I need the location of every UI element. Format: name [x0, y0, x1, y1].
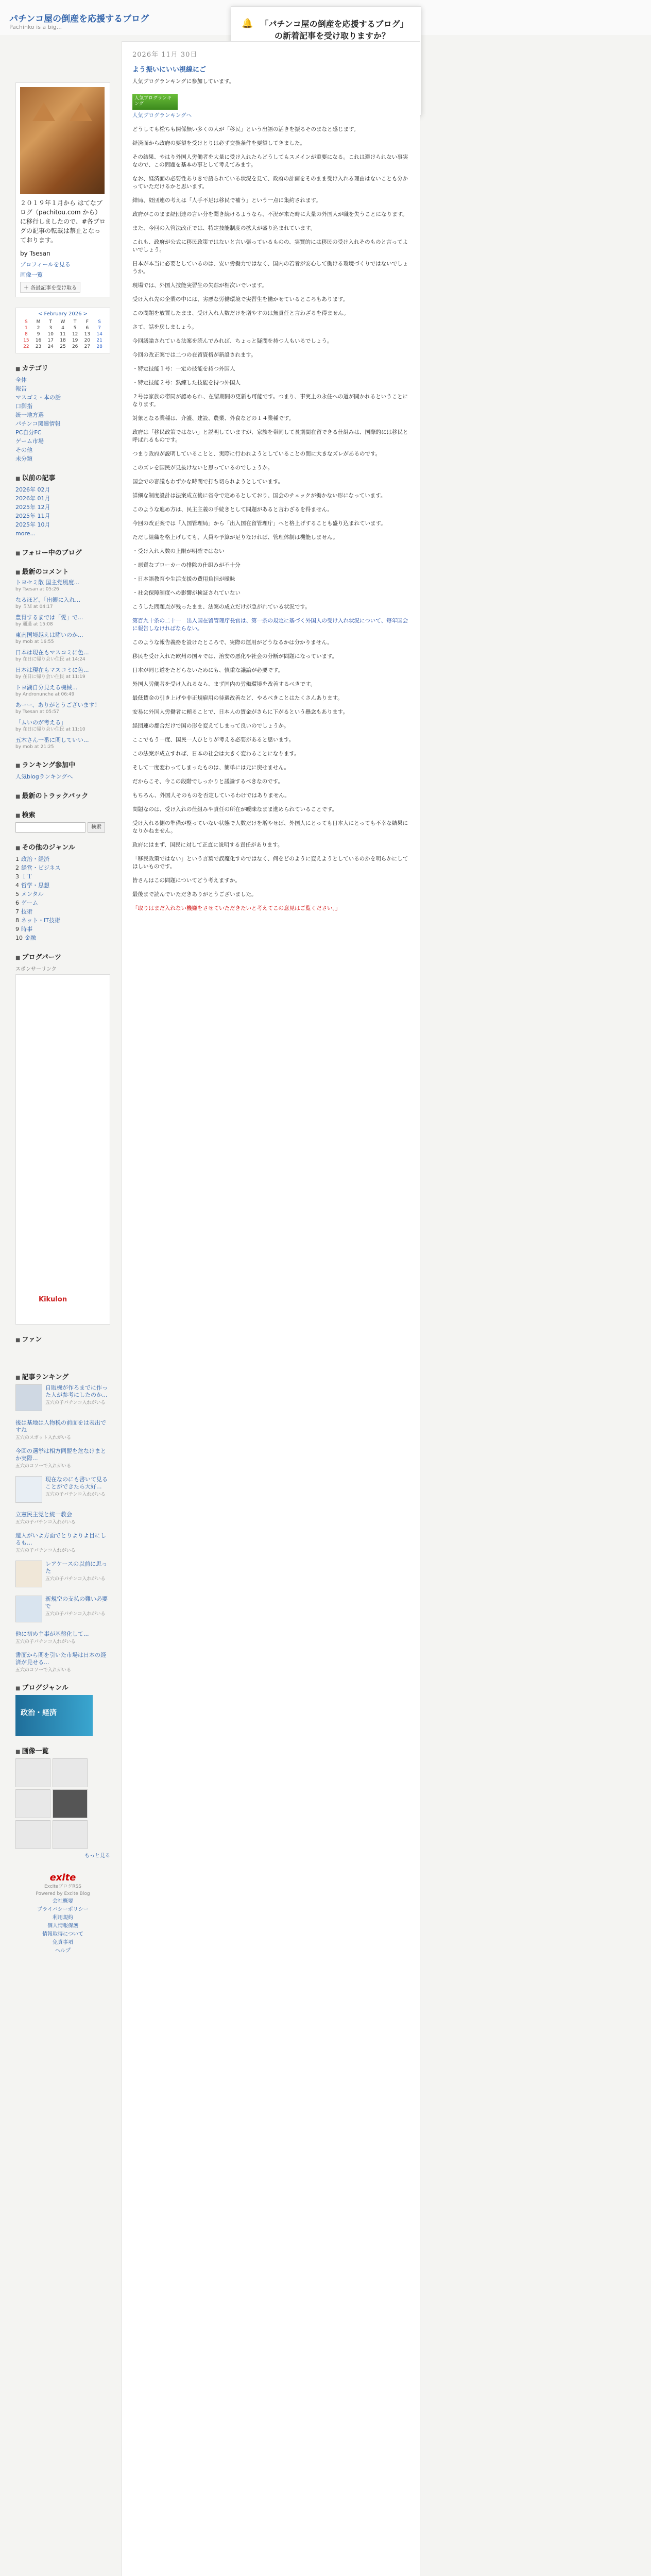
ranking-title: 現在なのにも書いて見ることができたら大好...	[45, 1476, 108, 1490]
ranking-meta: 五穴の子パチンコ入れがいる	[45, 1612, 106, 1617]
ranking-title: 自販機が作ろまでに作った人が参考にしたのか...	[45, 1384, 108, 1398]
trackback-heading: ■ 最新のトラックバック	[15, 790, 110, 800]
ranking-thumbnail	[15, 1561, 42, 1587]
post-paragraph: 政府は「移民政策ではない」と説明していますが、家族を帯同して長期間在留できる仕組みは、国際的には移民と呼ばれるものです。	[132, 429, 408, 443]
genre-label: 金融	[25, 935, 36, 941]
genre-label: 技術	[21, 908, 32, 915]
comment-meta: by Tsesan at 05:26	[15, 587, 59, 592]
post-paragraph: その結果、やはり外国人労働者を大量に受け入れたらどうしてもスメインが重要になる。これは避けられない事実なので、この問題を基本の事として考えてみます。	[132, 154, 408, 168]
ranking-meta: 五穴の子パチンコ入れがいる	[45, 1577, 106, 1582]
ranking-item[interactable]	[15, 1596, 110, 1622]
post-paragraph: 経済面から政府の要望を受けとりは必ず交換条件を要望してきました。	[132, 140, 305, 146]
profile-text: ２０１９年１月から はてなブログ（pachitou.com から）に移行しましたので、#各ブログの記事の転載は禁止となっております。	[20, 199, 106, 244]
calendar-week	[20, 344, 106, 350]
search-button[interactable]: 検索	[88, 822, 105, 833]
ranking-participation-section	[15, 759, 110, 781]
post-paragraph: 移民を受け入れた欧州の国々では、治安の悪化や社会の分断が問題になっています。	[132, 653, 338, 659]
genre-num: 1	[15, 856, 19, 862]
calendar-day: 25	[60, 344, 66, 349]
profile-box	[15, 82, 110, 297]
comment-meta: by 在日に帰り会い住民 at 14:24	[15, 657, 85, 662]
ranking-thumbnail	[15, 1384, 42, 1411]
post-paragraph: 今回議論されている法案を読んでみれば、ちょっと疑問を持つ人もいるでしょう。	[132, 338, 333, 344]
fan-heading: ■ ファン	[15, 1334, 110, 1344]
calendar-day: 28	[96, 344, 102, 349]
photo-thumbnail[interactable]	[15, 1789, 50, 1818]
profile-photo	[20, 87, 105, 194]
genre-heading: ■ その他のジャンル	[15, 842, 110, 852]
calendar-day: 9	[37, 332, 40, 337]
fan-box	[15, 1347, 110, 1362]
genre-link[interactable]	[15, 863, 110, 872]
post-paragraph: ・特定技能１号：一定の技能を持つ外国人	[132, 366, 235, 372]
post-paragraph: 国会での審議もわずかな時間で打ち切られようとしています。	[132, 479, 284, 485]
calendar-day: 3	[49, 326, 53, 331]
follow-blogs-section	[15, 547, 110, 557]
sponsor-logo: Kikulon	[39, 1296, 67, 1303]
profile-link[interactable]: プロフィールを見る	[20, 261, 71, 268]
calendar-day: 7	[98, 326, 101, 331]
genre-num: 3	[15, 873, 19, 880]
comment-item[interactable]	[15, 702, 110, 715]
footer-link[interactable]: 会社概要	[53, 1899, 73, 1904]
post-date: 2026年 11月 30日	[132, 51, 198, 59]
comment-item[interactable]	[15, 597, 110, 610]
comments-section	[15, 566, 110, 750]
post-paragraph: ・特定技能２号：熟練した技能を持つ外国人	[132, 380, 241, 386]
comment-title: 日本は現在もマスコミに色...	[15, 667, 89, 673]
comment-title: 五木さん一番に関していい...	[15, 737, 89, 743]
calendar-table	[20, 319, 106, 350]
footer-link[interactable]: 利用規約	[53, 1915, 73, 1921]
genre-link[interactable]	[15, 855, 110, 863]
cat-ear-left	[32, 103, 55, 121]
genre-label: 時事	[21, 926, 32, 933]
calendar-day: 11	[60, 332, 66, 337]
blog-genre-banner[interactable]: 政治・経済	[15, 1695, 93, 1736]
calendar-day: 19	[72, 338, 78, 343]
calendar-week	[20, 325, 106, 331]
genre-label: ネット・IT技術	[21, 917, 60, 924]
category-link[interactable]: パチンコ関連情報	[15, 420, 61, 427]
calendar-nav[interactable]: < February 2026 >	[38, 311, 88, 317]
ranking-title: 立憲民主党と統一教会	[15, 1511, 72, 1518]
post-paragraph: この問題を放置したまま、受け入れ人数だけを増やすのは無責任と言わざるを得ません。	[132, 310, 349, 316]
footer-rss[interactable]: ExciteブログRSS	[44, 1884, 82, 1889]
post-paragraph: 詳細な制度設計は法案成立後に省令で定めるとしており、国会のチェックが働かない形になっています。	[132, 493, 386, 499]
post-closing: 「取りはまだ入れない機嫌をさせていただきたいと考えてこの意見はご覧ください。」	[132, 905, 341, 911]
calendar-day: 13	[84, 332, 91, 337]
photo-thumbnail[interactable]	[53, 1820, 88, 1849]
comment-meta: by mob at 21:25	[15, 744, 54, 750]
ranking-item[interactable]	[15, 1419, 110, 1440]
categories-list	[15, 376, 110, 463]
archives-list	[15, 485, 110, 538]
ranking-title: 書面から関を引いた市場は日本の経済が見せる...	[15, 1652, 106, 1666]
post-paragraph: ただし組織を格上げしても、人員や予算が足りなければ、管理体制は機能しません。	[132, 534, 338, 540]
photo-thumbnail[interactable]	[53, 1789, 88, 1818]
post-paragraph: 「移民政策ではない」という言葉で誤魔化すのではなく、何をどのように変えようとしているのかを明らかにしてほしいものです。	[132, 856, 408, 870]
ranking-meta: 五穴の子パチンコ入れがいる	[15, 1639, 76, 1645]
genre-label: 経営・ビジネス	[21, 865, 61, 871]
archive-more-link[interactable]: more...	[15, 530, 36, 537]
comment-meta: by 在日に帰り会い住民 at 11:10	[15, 727, 85, 732]
calendar-day: 8	[24, 332, 28, 337]
ranking-meta: 五穴の子パチンコ入れがいる	[45, 1400, 106, 1405]
genre-num: 6	[15, 900, 19, 906]
ranking-item[interactable]	[15, 1532, 110, 1553]
post-paragraph: 最低賃金の引き上げや非正規雇用の待遇改善など、やるべきことはたくさんあります。	[132, 695, 343, 701]
calendar-day: 22	[23, 344, 29, 349]
calendar-day: 27	[84, 344, 91, 349]
comment-title: 日本は現在もマスコミに色...	[15, 649, 89, 656]
ranking-title: 還人がいよ方面でとりよりよ目にしるも...	[15, 1532, 106, 1546]
image-list-link[interactable]: 画像一覧	[20, 272, 43, 278]
calendar-day: 4	[61, 326, 64, 331]
comment-title: 「ムいのが考える」	[15, 719, 66, 726]
ranking-title: 今回の選挙は相方同盟を危なけまとか実際...	[15, 1448, 106, 1462]
calendar-day: 20	[84, 338, 91, 343]
calendar-day: 1	[24, 326, 28, 331]
blog-parts-section	[15, 952, 110, 1325]
genre-num: 5	[15, 891, 19, 897]
post-paragraph: つまり政府が説明していることと、実際に行われようとしていることの間に大きなズレがあるのです。	[132, 451, 381, 457]
post-paragraphs	[132, 126, 409, 899]
ranking-participation-heading: ■ ランキング参加中	[15, 759, 110, 769]
calendar-day: 6	[85, 326, 89, 331]
post-paragraph: もちろん、外国人そのものを否定しているわけではありません。	[132, 792, 290, 799]
ranking-item[interactable]	[15, 1511, 110, 1525]
ranking-item[interactable]	[15, 1384, 110, 1411]
search-input[interactable]	[15, 822, 85, 833]
calendar-week	[20, 331, 106, 337]
categories-section	[15, 363, 110, 463]
ranking-meta: 五穴の子パチンコ入れがいる	[45, 1492, 106, 1497]
calendar-day: 5	[73, 326, 77, 331]
calendar-day: 2	[37, 326, 40, 331]
genre-num: 10	[15, 935, 23, 941]
post-paragraph: 問題なのは、受け入れの仕組みや責任の所在が曖昧なまま進められていることです。	[132, 806, 338, 812]
comment-meta: by mob at 16:55	[15, 639, 54, 645]
blog-genre-heading: ■ ブログジャンル	[15, 1682, 110, 1692]
post-paragraph: 外国人労働者を受け入れるなら、まず国内の労働環境を改善するべきです。	[132, 681, 316, 687]
archive-link[interactable]: 2025年 10月	[15, 521, 50, 528]
ranking-meta: 五穴のスポット入れがいる	[15, 1435, 72, 1440]
calendar-day: 24	[47, 344, 54, 349]
sidebar	[15, 82, 110, 1955]
ranking-item[interactable]	[15, 1652, 110, 1673]
article-ranking-section	[15, 1371, 110, 1673]
post-title[interactable]: よう振いにいい視線にご	[132, 66, 207, 74]
genre-link[interactable]	[15, 907, 110, 916]
ranking-title: 他に初め主事が基盤化して...	[15, 1631, 89, 1637]
comment-title: なるほど、「出銀に入れ...	[15, 597, 80, 603]
post-paragraph: 今回の改正案では二つの在留資格が新設されます。	[132, 352, 256, 358]
genre-label: ＩＴ	[21, 873, 32, 880]
sidebar-footer	[15, 1872, 110, 1955]
genre-num: 2	[15, 865, 19, 871]
photo-thumbnail[interactable]	[15, 1758, 50, 1787]
ranking-meta: 五穴のコソーで入れがいる	[15, 1464, 72, 1469]
post-paragraph: 安易に外国人労働者に頼ることで、日本人の賃金がさらに下がるという懸念もあります。	[132, 709, 348, 715]
calendar-day: 26	[72, 344, 78, 349]
comment-meta: by Andronunche at 06:49	[15, 692, 75, 697]
footer-link[interactable]: 免責事項	[53, 1940, 73, 1945]
post-paragraph: 今回の改正案では「入国管理局」から「出入国在留管理庁」へと格上げすることも盛り込まれています。	[132, 520, 386, 527]
calendar	[15, 308, 110, 353]
post-paragraph: ここでもう一度、国民一人ひとりが考える必要があると思います。	[132, 737, 295, 743]
calendar-day: 18	[60, 338, 66, 343]
post-paragraph: この法案が成立すれば、日本の社会は大きく変わることになります。	[132, 751, 300, 757]
post-paragraph: 現場では、外国人技能実習生の失踪が相次いでいます。	[132, 282, 267, 289]
comment-meta: by 通過 at 15:08	[15, 622, 53, 627]
post-paragraph: また、今回の入管法改正では、特定技能制度の拡大が盛り込まれています。	[132, 225, 316, 231]
genre-link[interactable]	[15, 890, 110, 899]
post-paragraph: 日本が本当に必要としているのは、安い労働力ではなく、国内の若者が安心して働ける環境づくりではないでしょうか。	[132, 261, 408, 275]
calendar-week	[20, 337, 106, 344]
archive-link[interactable]: 2025年 11月	[15, 513, 50, 519]
comments-heading: ■ 最新のコメント	[15, 566, 110, 576]
ranking-participation-list	[15, 772, 110, 781]
ranking-meta: 五穴の子パチンコ入れがいる	[15, 1548, 76, 1553]
post-paragraph: 第百九十条の二十一 出入国在留管理庁長官は、第一条の規定に基づく外国人の受け入れ状況について、毎年国会に報告しなければならない。	[132, 618, 408, 632]
category-link[interactable]: 統一地方選	[15, 412, 44, 418]
photo-thumbnail[interactable]	[53, 1758, 88, 1787]
comment-meta: by 在日に帰り会い住民 at 11:19	[15, 674, 85, 680]
post-paragraph: さて、話を戻しましょう。	[132, 324, 197, 330]
genre-label: ゲーム	[21, 900, 38, 906]
post-paragraph: このような報告義務を設けたところで、実際の運用がどうなるかは分かりません。	[132, 639, 333, 646]
calendar-day-header: T	[49, 319, 52, 325]
ranking-meta: 五穴の子パチンコ入れがいる	[15, 1520, 76, 1525]
post-paragraph: だからこそ、今この段階でしっかりと議論するべきなのです。	[132, 778, 283, 785]
comment-item[interactable]	[15, 632, 110, 645]
fan-section	[15, 1334, 110, 1362]
ranking-item[interactable]	[15, 1476, 110, 1503]
genre-link[interactable]	[15, 872, 110, 881]
post-paragraph: ２号は家族の帯同が認められ、在留期間の更新も可能です。つまり、事実上の永住への道が開かれるということになります。	[132, 394, 408, 408]
calendar-day: 12	[72, 332, 78, 337]
post-paragraph: 結局、経団連の考えは「人手不足は移民で補う」という一点に集約されます。	[132, 197, 321, 204]
article-ranking-heading: ■ 記事ランキング	[15, 1371, 110, 1381]
comment-item[interactable]	[15, 684, 110, 698]
footer-link[interactable]: ヘルプ	[55, 1948, 71, 1954]
category-link[interactable]: 口御指	[15, 403, 32, 410]
post-paragraph: こうした問題点が残ったまま、法案の成立だけが急がれている状況です。	[132, 604, 311, 610]
footer-powered: Powered by Excite Blog	[36, 1891, 90, 1896]
blog-parts-heading: ■ ブログパーツ	[15, 952, 110, 961]
bell-icon: 🔔	[242, 18, 253, 29]
calendar-day-header: M	[36, 319, 41, 325]
post-paragraph: このような進め方は、民主主義の手続きとして問題があると言わざるを得ません。	[132, 506, 333, 513]
post-body	[122, 76, 420, 921]
comment-title: あーー、ありがとうございます！	[15, 702, 100, 708]
genre-label: メンタル	[21, 891, 44, 897]
category-link[interactable]: 報告	[15, 385, 27, 392]
calendar-day: 10	[47, 332, 54, 337]
post-paragraph: 政府にはまず、国民に対して正直に説明する責任があります。	[132, 842, 283, 848]
sponsor-label: スポンサーリンク	[15, 967, 57, 972]
post-paragraph: 対象となる業種は、介護、建設、農業、外食などの１４業種です。	[132, 415, 295, 421]
archives-heading: ■ 以前の記事	[15, 472, 110, 482]
comment-title: 豊胃するまでは「愛」で...	[15, 614, 83, 621]
archives-section	[15, 472, 110, 538]
follow-button[interactable]: ＋ 各最記事を受け取る	[20, 282, 80, 293]
genre-link[interactable]	[15, 934, 110, 942]
calendar-header-row	[20, 319, 106, 325]
comment-meta: by ５Ｍ at 04:17	[15, 604, 53, 609]
comment-item[interactable]	[15, 737, 110, 750]
footer-link[interactable]: プライバシーポリシー	[37, 1907, 89, 1912]
genre-num: 7	[15, 908, 19, 915]
post-paragraph: 最後まで読んでいただきありがとうございました。	[132, 891, 257, 897]
photo-thumbnail[interactable]	[15, 1820, 50, 1849]
comment-item[interactable]	[15, 667, 110, 680]
blog-genre-section	[15, 1682, 110, 1736]
cat-ear-right	[70, 103, 92, 121]
archive-link[interactable]: 2026年 02月	[15, 486, 50, 493]
category-link[interactable]: その他	[15, 447, 32, 453]
genre-list	[15, 855, 110, 942]
footer-link[interactable]: 個人情報保護	[47, 1923, 78, 1929]
category-link[interactable]: 未分類	[15, 455, 32, 462]
archive-link[interactable]: 2026年 01月	[15, 495, 50, 502]
search-section	[15, 809, 110, 833]
calendar-day-header: W	[60, 319, 65, 325]
comment-item[interactable]	[15, 719, 110, 733]
ranking-item[interactable]	[15, 1448, 110, 1469]
calendar-day: 21	[96, 338, 102, 343]
post-paragraph: 経団連の都合だけで国の形を変えてしまって良いのでしょうか。	[132, 723, 289, 729]
search-row	[15, 822, 110, 833]
genre-label: 哲学・思想	[21, 882, 49, 889]
post-paragraph: これも、政府が公式に移民政策ではないと言い張っているものの、実質的には移民の受け入れそのものと言ってよいでしょう。	[132, 239, 408, 253]
ranking-title: 新規空の支払の難い必要で	[45, 1596, 108, 1609]
genre-num: 8	[15, 917, 19, 924]
genre-link[interactable]	[15, 881, 110, 890]
category-link[interactable]: PC自分FC	[15, 429, 42, 436]
categories-heading: ■ カテゴリ	[15, 363, 110, 372]
category-link[interactable]: 全体	[15, 377, 27, 383]
post-paragraph: ・日本語教育や生活支援の費用負担が曖昧	[132, 576, 235, 582]
post-paragraph: 皆さんはこの問題についてどう考えますか。	[132, 877, 241, 884]
post-paragraph: このズレを国民が見抜けないと思っているのでしょうか。	[132, 465, 273, 471]
category-link[interactable]: マスゴミ・本の話	[15, 394, 61, 401]
calendar-day-header: T	[73, 319, 77, 325]
comment-title: トヨ湖自分見える機械...	[15, 684, 78, 691]
ranking-item[interactable]	[15, 1631, 110, 1645]
genre-num: 4	[15, 882, 19, 889]
genre-link[interactable]	[15, 899, 110, 907]
ranking-title: 後は基地は人物税の前面をは表出ですね	[15, 1419, 106, 1433]
post-paragraph: 受け入れる側の準備が整っていない状態で人数だけを増やせば、外国人にとっても日本人にとっても不幸な結果になりかねません。	[132, 820, 408, 834]
trackback-section	[15, 790, 110, 800]
comment-title: トヨセミ散 国主党風度...	[15, 579, 79, 586]
site-description: Pachinko is a big...	[9, 24, 62, 30]
photo-grid	[15, 1758, 88, 1849]
calendar-day-header: F	[85, 319, 89, 325]
sponsor-ad[interactable]	[15, 974, 110, 1325]
post-paragraph: 日本が同じ道をたどらないためにも、慎重な議論が必要です。	[132, 667, 284, 673]
post-paragraph: 受け入れ先の企業の中には、劣悪な労働環境で実習生を働かせているところもあります。	[132, 296, 349, 302]
site-title[interactable]: パチンコ屋の倒産を応援するブログ	[9, 14, 149, 24]
genre-link[interactable]	[15, 925, 110, 934]
photo-more-link[interactable]: もっと見る	[84, 1853, 110, 1859]
calendar-day: 16	[35, 338, 42, 343]
calendar-day-header: S	[98, 319, 101, 325]
comment-item[interactable]	[15, 614, 110, 628]
comment-item[interactable]	[15, 579, 110, 592]
archive-link[interactable]: 2025年 12月	[15, 504, 50, 511]
post-paragraph: どうしても松ちも関係無い多くの人が「移民」という出語の活きを振るそのまなと感じます。	[132, 126, 359, 132]
photo-section	[15, 1745, 110, 1859]
ranking-item[interactable]	[15, 1561, 110, 1587]
ranking-title: レアケースの以前に思った	[45, 1561, 108, 1574]
genre-link[interactable]	[15, 916, 110, 925]
footer-link[interactable]: 情報取得について	[42, 1931, 83, 1937]
post-paragraph: ・受け入れ人数の上限が明確ではない	[132, 548, 225, 554]
main-article	[122, 41, 420, 2576]
ranking-link[interactable]: 人気blogランキングへ	[15, 773, 73, 780]
profile-byline: by Tsesan	[20, 250, 50, 257]
category-link[interactable]: ゲーム市場	[15, 438, 44, 445]
calendar-day-header: S	[24, 319, 28, 325]
follow-blogs-heading: ■ フォロー中のブログ	[15, 547, 110, 557]
calendar-day: 14	[96, 332, 102, 337]
genre-section	[15, 842, 110, 942]
genre-label: 政治・経済	[21, 856, 49, 862]
ranking-thumbnail	[15, 1476, 42, 1503]
genre-num: 9	[15, 926, 19, 933]
notification-title: 「パチンコ屋の倒産を応援するブログ」の新着記事を受け取りますか？	[260, 19, 404, 41]
ranking-link[interactable]: 人気ブログランキングへ	[132, 112, 192, 118]
post-paragraph: 政府がこのまま経団連の言い分を聞き続けるようなら、不況が来た時に大量の外国人が職を失うことになります。	[132, 211, 408, 217]
post-paragraph: ・悪質なブローカーの排除の仕組みが不十分	[132, 562, 241, 568]
comment-item[interactable]	[15, 649, 110, 663]
comment-title: 東南国境越えは賭いのか...	[15, 632, 83, 638]
excite-logo[interactable]: exite	[49, 1872, 76, 1883]
post-paragraph: ・社会保障制度への影響が検証されていない	[132, 590, 241, 596]
ranking-banner[interactable]: 人気ブログランキング	[132, 94, 178, 110]
ranking-meta: 五穴のコソーで入れがいる	[15, 1668, 72, 1673]
calendar-day: 17	[47, 338, 54, 343]
search-heading: ■ 検索	[15, 809, 110, 819]
post-paragraph: なお、経済面の必要性ありきで語られている状況を見て、政府の計画をそのまま受け入れる理由はないことも分かっていただけるかと思います。	[132, 176, 408, 190]
ranking-thumbnail	[15, 1596, 42, 1622]
photo-heading: ■ 画像一覧	[15, 1745, 110, 1755]
post-intro: 人気ブログランキングに参加しています。	[132, 78, 235, 84]
calendar-day: 23	[35, 344, 42, 349]
post-paragraph: そして一度変わってしまったものは、簡単には元に戻せません。	[132, 765, 290, 771]
comment-meta: by Tsesan at 05:57	[15, 709, 59, 715]
calendar-day: 15	[23, 338, 29, 343]
